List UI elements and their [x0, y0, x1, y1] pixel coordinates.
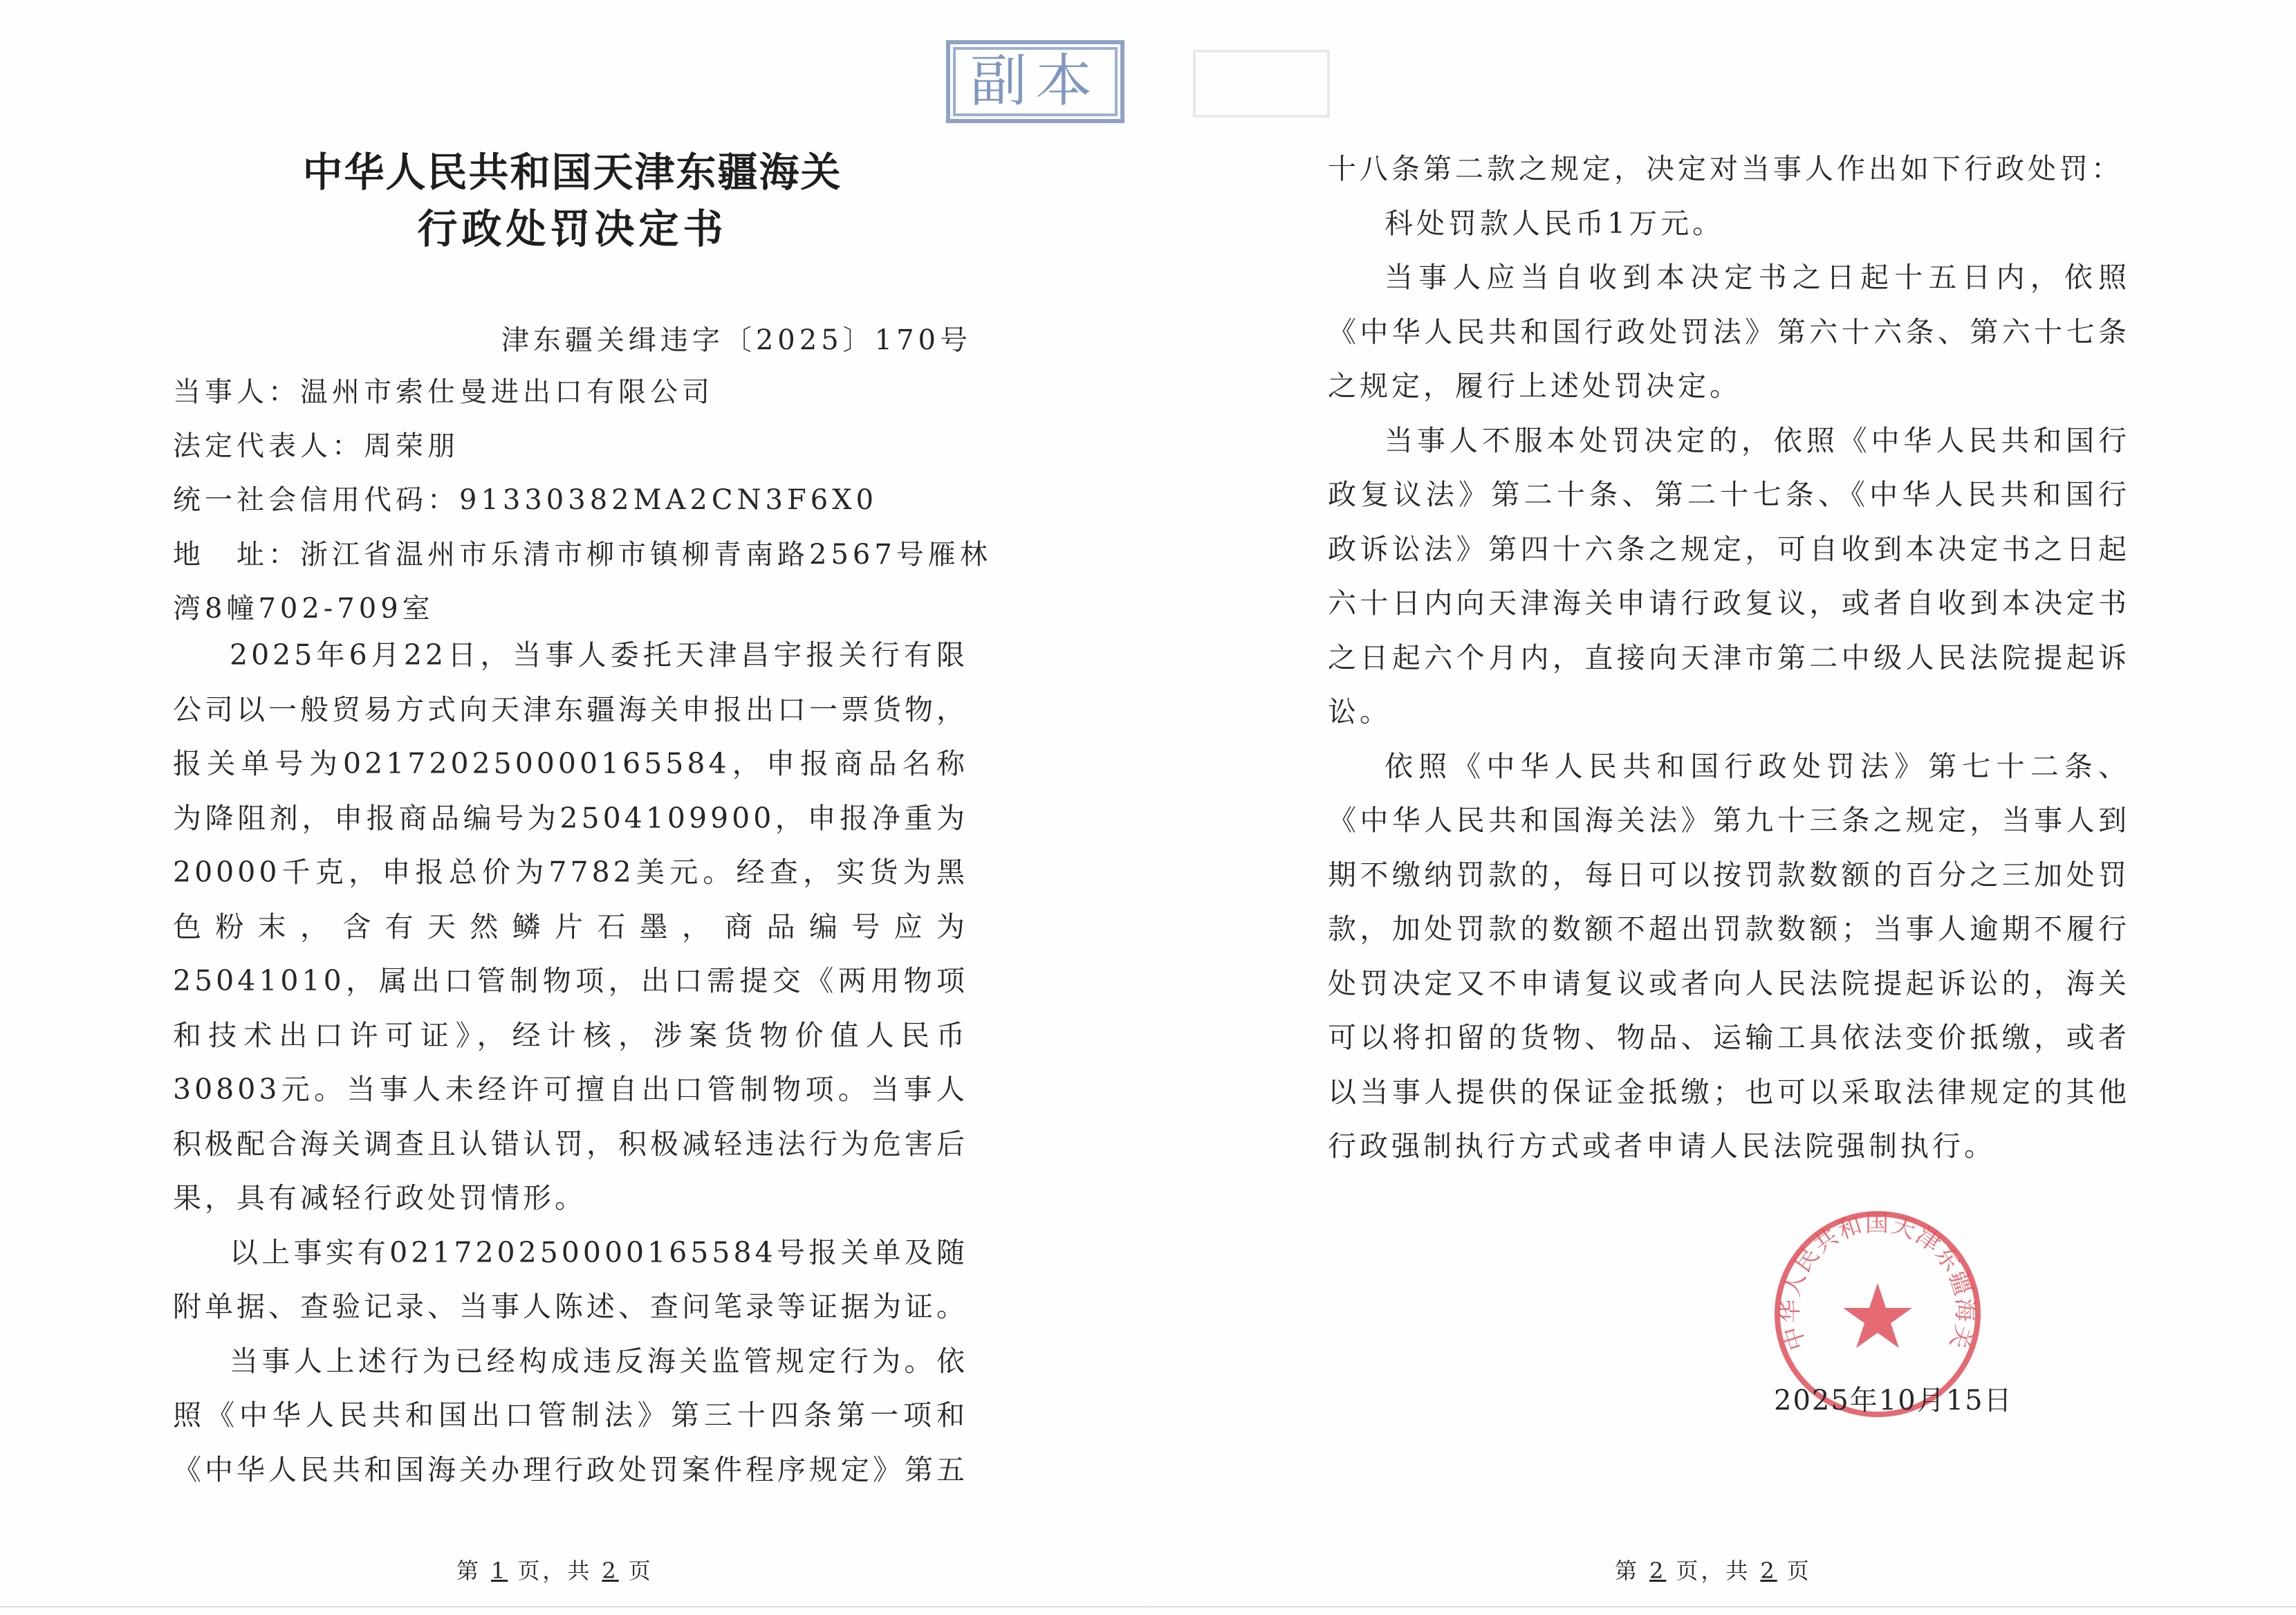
svg-text:中华人民共和国天津东疆海关: 中华人民共和国天津东疆海关 — [1776, 1210, 1979, 1354]
page-total: 2 — [602, 1558, 619, 1584]
scan-edge-divider — [0, 1606, 2296, 1607]
document-title: 中华人民共和国天津东疆海关 — [302, 149, 842, 196]
facts-paragraph: 2025年6月22日，当事人委托天津昌宇报关行有限公司以一般贸易方式向天津东疆海关申报出口一票货物，报关单号为021720250000165584，申报商品名称为降阻剂，申报商品编号为2504109900，申报净重为20000千克，申报总价为7782美元。经查，实货为黑色粉末，含有天然鳞片石墨，商品编号应为25041010，属出口管制物项，出口需提交《两用物项和技术出口许可证》，经计核，涉案货物价值人民币30803元。当事人未经许可擅自出口管制物项。当事人积极配合海关调查且认错认罚，积极减轻违法行为危害后果，具有减轻行政处罚情形。 — [173, 638, 968, 1215]
page-footer-2: 第 2 页，共 2 页 — [1615, 1558, 1812, 1584]
page-total: 2 — [1760, 1558, 1777, 1584]
party-name: 当事人：温州市索仕曼进出口有限公司 — [173, 376, 714, 408]
evidence-paragraph: 以上事实有021720250000165584号报关单及随附单据、查验记录、当事人陈述、查问笔录等证据为证。 — [173, 1235, 968, 1323]
continued-line: 十八条第二款之规定，决定对当事人作出如下行政处罚： — [1328, 152, 2123, 185]
faint-stamp-mark — [1193, 50, 1330, 118]
page-footer-1: 第 1 页，共 2 页 — [456, 1558, 654, 1584]
enforcement-paragraph: 依照《中华人民共和国行政处罚法》第七十二条、《中华人民共和国海关法》第九十三条之规定，当事人到期不缴纳罚款的，每日可以按罚款数额的百分之三加处罚款，加处罚款的数额不超出罚款数额；当事人逾期不履行处罚决定又不申请复议或者向人民法院提起诉讼的，海关可以将扣留的货物、物品、运输工具依法变价抵缴，或者以当事人提供的保证金抵缴；也可以采取法律规定的其他行政强制执行方式或者申请人民法院强制执行。 — [1328, 749, 2130, 1163]
legal-basis-paragraph: 当事人上述行为已经构成违反海关监管规定行为。依照《中华人民共和国出口管制法》第三十四条第一项和《中华人民共和国海关办理行政处罚案件程序规定》第五 — [173, 1344, 968, 1486]
appeal-paragraph: 当事人不服本处罚决定的，依照《中华人民共和国行政复议法》第二十条、第二十七条、《中华人民共和国行政诉讼法》第四十六条之规定，可自收到本决定书之日起六十日内向天津海关申请行政复议，或者自收到本决定书之日起六个月内，直接向天津市第二中级人民法院提起诉讼。 — [1328, 423, 2130, 728]
credit-code: 统一社会信用代码：91330382MA2CN3F6X0 — [173, 484, 878, 516]
issue-date: 2025年10月15日 — [1774, 1385, 2013, 1416]
penalty-paragraph: 科处罚款人民币1万元。 — [1385, 206, 1725, 240]
page-number: 1 — [491, 1558, 508, 1584]
document-page-2 — [1151, 0, 2296, 1615]
legal-representative: 法定代表人：周荣朋 — [173, 430, 459, 462]
page2-body — [1328, 142, 2130, 1174]
page-number: 2 — [1649, 1558, 1667, 1584]
page1-body — [173, 628, 968, 1497]
document-number: 津东疆关缉违字〔2025〕170号 — [501, 324, 972, 356]
address-line-2: 湾8幢702-709室 — [173, 593, 434, 625]
copy-stamp: 副本 — [946, 40, 1124, 123]
address-line-1: 地 址：浙江省温州市乐清市柳市镇柳青南路2567号雁林 — [173, 539, 992, 571]
payment-paragraph: 当事人应当自收到本决定书之日起十五日内，依照《中华人民共和国行政处罚法》第六十六条、第六十七条之规定，履行上述处罚决定。 — [1328, 261, 2130, 403]
document-subtitle: 行政处罚决定书 — [417, 205, 728, 252]
document-page-1 — [0, 0, 1145, 1615]
